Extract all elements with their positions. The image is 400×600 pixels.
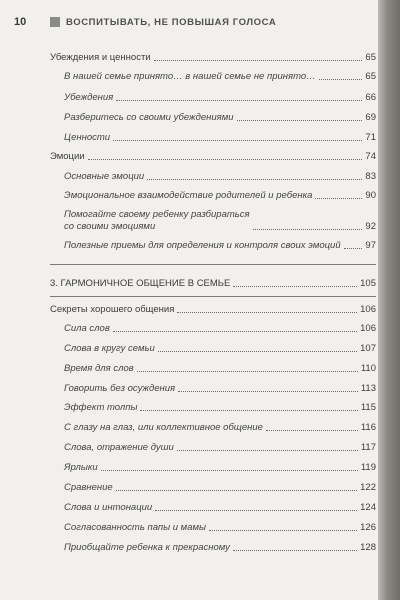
dot-leader bbox=[154, 60, 363, 61]
toc-page: 97 bbox=[365, 240, 376, 251]
toc-page: 113 bbox=[360, 383, 376, 394]
toc-entry: Сравнение 122 bbox=[64, 482, 376, 493]
toc-page: 69 bbox=[365, 112, 376, 123]
toc-entry: Убеждения и ценности 65 bbox=[50, 52, 376, 63]
toc-page: 119 bbox=[360, 462, 376, 473]
dot-leader bbox=[233, 550, 357, 551]
toc-page: 105 bbox=[360, 278, 376, 289]
toc-entry: Эмоции 74 bbox=[50, 151, 376, 162]
toc-section-entry: 3. ГАРМОНИЧНОЕ ОБЩЕНИЕ В СЕМЬЕ 105 bbox=[50, 278, 376, 289]
section-divider bbox=[50, 264, 376, 265]
toc-entry: Согласованность папы и мамы 126 bbox=[64, 522, 376, 533]
toc-entry: Ценности 71 bbox=[64, 132, 376, 143]
toc-entry: Ярлыки 119 bbox=[64, 462, 376, 473]
toc-page: 126 bbox=[360, 522, 376, 533]
toc-page: 107 bbox=[360, 343, 376, 354]
toc-entry: Полезные приемы для определения и контроля своих эмоций 97 bbox=[64, 240, 376, 251]
toc-page: 106 bbox=[360, 304, 376, 315]
toc-page: 106 bbox=[360, 323, 376, 334]
book-spine-shadow bbox=[378, 0, 400, 600]
toc-entry: Разберитесь со своими убеждениями 69 bbox=[64, 112, 376, 123]
dot-leader bbox=[113, 331, 357, 332]
toc-entry: Секреты хорошего общения 106 bbox=[50, 304, 376, 315]
toc-entry: Эффект толпы 115 bbox=[64, 402, 376, 413]
toc-page: 124 bbox=[360, 502, 376, 513]
dot-leader bbox=[344, 248, 363, 249]
toc-page: 116 bbox=[360, 422, 376, 433]
toc-entry: Слова и интонации 124 bbox=[64, 502, 376, 513]
dot-leader bbox=[113, 140, 362, 141]
toc-entry: Говорить без осуждения 113 bbox=[64, 383, 376, 394]
toc-page: 117 bbox=[360, 442, 376, 453]
running-title: ВОСПИТЫВАТЬ, НЕ ПОВЫШАЯ ГОЛОСА bbox=[66, 16, 277, 28]
dot-leader bbox=[237, 120, 363, 121]
toc-page: 66 bbox=[365, 92, 376, 103]
header-square-mark bbox=[50, 17, 60, 27]
toc-entry: Слова, отражение души 117 bbox=[64, 442, 376, 453]
dot-leader bbox=[116, 490, 357, 491]
toc-page: 74 bbox=[365, 151, 376, 162]
dot-leader bbox=[140, 410, 357, 411]
toc-entry: В нашей семье принято… в нашей семье не принято… 65 bbox=[64, 71, 376, 82]
toc-entry: Приобщайте ребенка к прекрасному 128 bbox=[64, 542, 376, 553]
toc-entry: С глазу на глаз, или коллективное общение 116 bbox=[64, 422, 376, 433]
toc-entry: Помогайте своему ребенку разбираться со своими эмоциями 92 bbox=[64, 209, 376, 232]
dot-leader bbox=[177, 450, 358, 451]
dot-leader bbox=[147, 179, 362, 180]
toc-page: 128 bbox=[360, 542, 376, 553]
dot-leader bbox=[116, 100, 362, 101]
dot-leader bbox=[101, 470, 358, 471]
toc-entry: Слова в кругу семьи 107 bbox=[64, 343, 376, 354]
toc-page: 65 bbox=[365, 52, 376, 63]
toc-page: 65 bbox=[365, 71, 376, 82]
dot-leader bbox=[266, 430, 358, 431]
toc-page: 92 bbox=[365, 221, 376, 232]
page-number: 10 bbox=[14, 16, 27, 28]
toc-page: 90 bbox=[365, 190, 376, 201]
toc-page: 115 bbox=[360, 402, 376, 413]
toc-page: 83 bbox=[365, 171, 376, 182]
dot-leader bbox=[315, 198, 362, 199]
toc-entry: Эмоциональное взаимодействие родителей и ребенка 90 bbox=[64, 190, 376, 201]
dot-leader bbox=[178, 391, 358, 392]
toc-entry: Убеждения 66 bbox=[64, 92, 376, 103]
dot-leader bbox=[209, 530, 357, 531]
dot-leader bbox=[158, 351, 357, 352]
toc-page: 110 bbox=[360, 363, 376, 374]
dot-leader bbox=[155, 510, 357, 511]
dot-leader bbox=[253, 229, 363, 230]
toc-page: 71 bbox=[365, 132, 376, 143]
dot-leader bbox=[137, 371, 358, 372]
dot-leader bbox=[319, 79, 363, 80]
dot-leader bbox=[233, 286, 357, 287]
dot-leader bbox=[177, 312, 357, 313]
toc-page: 122 bbox=[360, 482, 376, 493]
dot-leader bbox=[88, 159, 363, 160]
toc-entry: Основные эмоции 83 bbox=[64, 171, 376, 182]
toc-entry: Время для слов 110 bbox=[64, 363, 376, 374]
toc-entry: Сила слов 106 bbox=[64, 323, 376, 334]
page-header bbox=[14, 12, 374, 32]
section-divider bbox=[50, 296, 376, 297]
